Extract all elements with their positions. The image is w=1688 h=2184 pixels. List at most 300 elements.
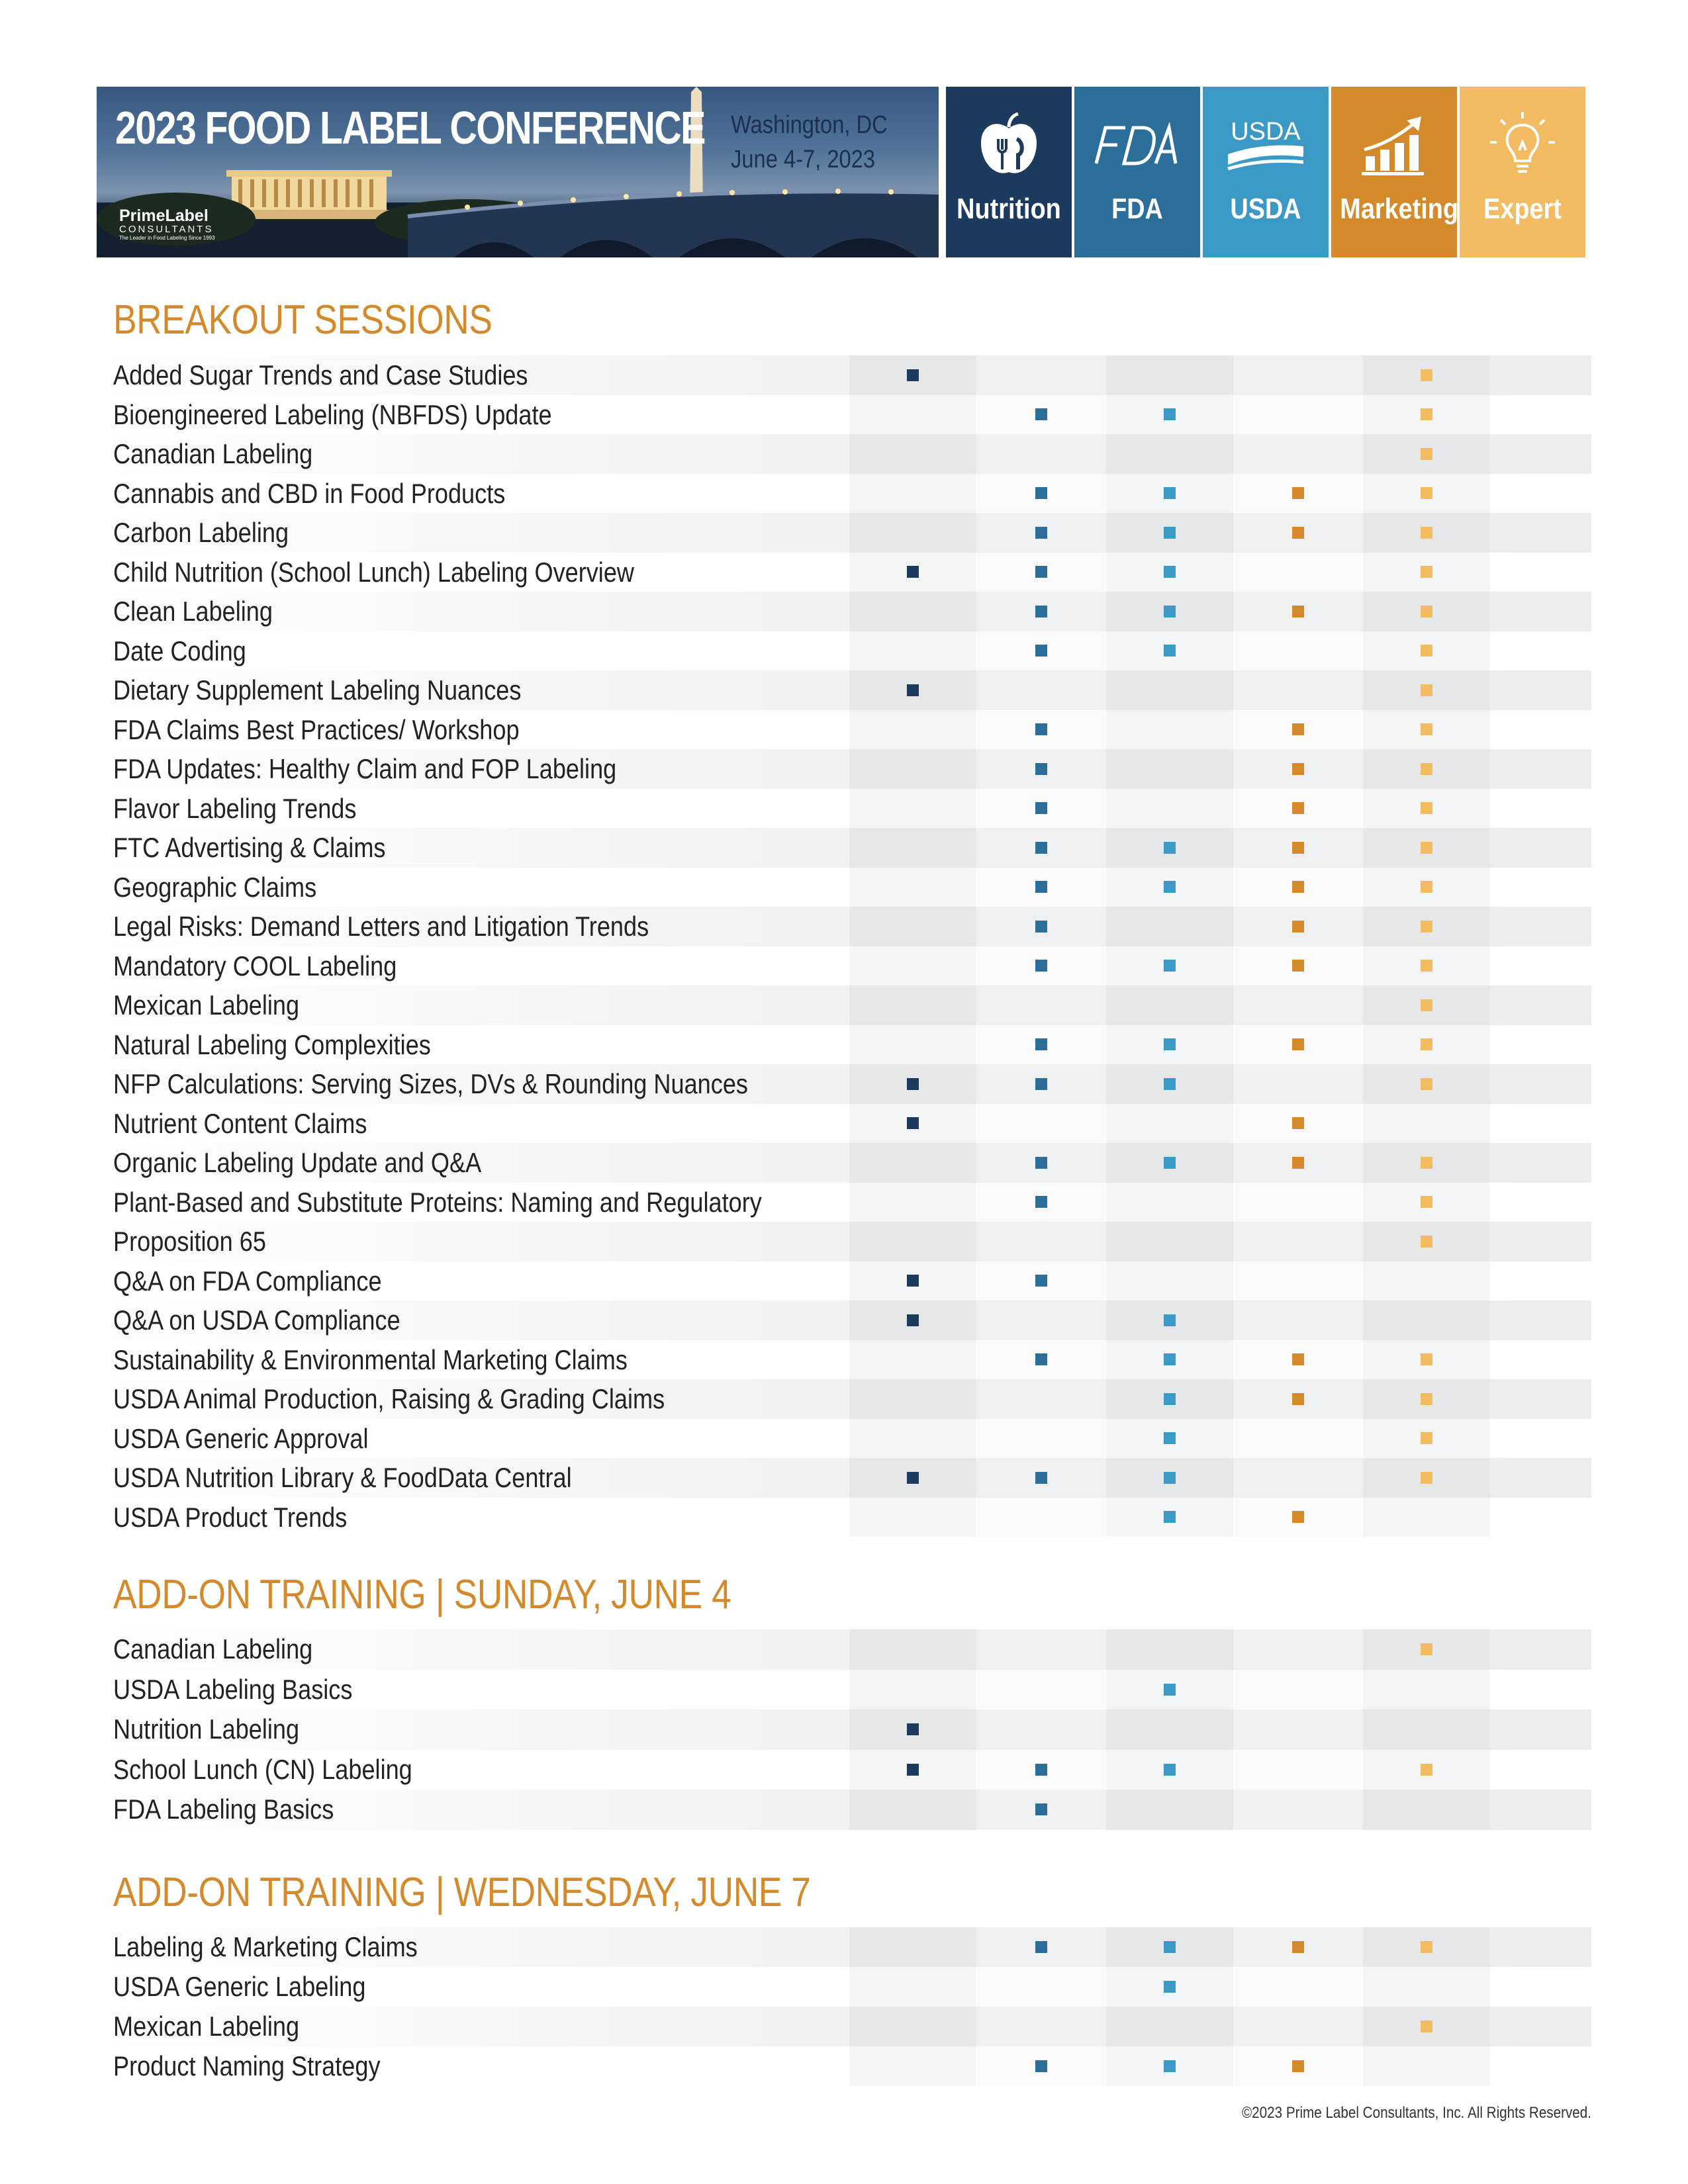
cell-fda [978,395,1105,435]
mark-fda [1035,723,1047,735]
session-label: Canadian Labeling [113,1633,313,1664]
session-row [97,395,1591,435]
lightbulb-icon [1460,109,1585,182]
mark-fda [1035,1038,1047,1050]
cell-nutrition [849,868,976,907]
session-label: NFP Calculations: Serving Sizes, DVs & Rounding Nuances [113,1068,748,1099]
mark-marketing [1292,960,1304,972]
cell-expert [1363,553,1490,592]
cell-nutrition [849,1790,976,1830]
column-header-marketing [1331,87,1457,257]
cell-usda [1106,631,1233,671]
cell-fda [978,1300,1105,1340]
cell-fda [978,1458,1105,1498]
usda-logo-icon [1203,109,1329,182]
cell-expert [1363,513,1490,553]
mark-expert [1421,487,1432,499]
session-label: Mexican Labeling [113,2011,300,2042]
cell-fda [978,1709,1105,1750]
mark-expert [1421,921,1432,933]
mark-usda [1164,1353,1176,1365]
cell-marketing [1235,355,1362,395]
cell-nutrition [849,355,976,395]
session-label: USDA Animal Production, Raising & Grading Claims [113,1383,665,1414]
cell-expert [1363,1261,1490,1301]
logo-subtitle: CONSULTANTS [119,224,214,235]
cell-nutrition [849,2007,976,2046]
mark-fda [1035,606,1047,617]
session-row [97,1143,1591,1183]
mark-nutrition [907,684,919,696]
session-row [97,1064,1591,1104]
cell-marketing [1235,1222,1362,1261]
cell-usda [1106,1419,1233,1459]
cell-fda [978,513,1105,553]
mark-expert [1421,1038,1432,1050]
session-row [97,1927,1591,1967]
session-row [97,513,1591,553]
cell-marketing [1235,1750,1362,1790]
event-location-dates [731,108,888,177]
cell-marketing [1235,2007,1362,2046]
conference-title: 2023 FOOD LABEL CONFERENCE [115,102,705,154]
cell-usda [1106,1967,1233,2007]
mark-marketing [1292,802,1304,814]
mark-marketing [1292,606,1304,617]
cell-usda [1106,1183,1233,1222]
fda-logo-icon [1074,109,1200,182]
cell-fda [978,1104,1105,1144]
cell-usda [1106,553,1233,592]
session-label: Date Coding [113,635,246,666]
session-row [97,1750,1591,1790]
cell-expert [1363,1064,1490,1104]
cell-nutrition [849,513,976,553]
cell-expert [1363,1300,1490,1340]
cell-fda [978,592,1105,631]
cell-nutrition [849,474,976,514]
mark-fda [1035,566,1047,578]
cell-marketing [1235,1183,1362,1222]
mark-fda [1035,487,1047,499]
mark-usda [1164,842,1176,854]
mark-expert [1421,2021,1432,2032]
cell-fda [978,553,1105,592]
logo-tagline: The Leader in Food Labeling Since 1993 [119,235,215,241]
session-row [97,1300,1591,1340]
session-row [97,1967,1591,2007]
mark-marketing [1292,1393,1304,1405]
mark-marketing [1292,2060,1304,2072]
mark-nutrition [907,1723,919,1735]
session-label: Bioengineered Labeling (NBFDS) Update [113,398,552,430]
copyright-footer: ©2023 Prime Label Consultants, Inc. All Rights Reserved. [1241,2104,1591,2122]
mark-usda [1164,487,1176,499]
cell-nutrition [849,1750,976,1790]
cell-usda [1106,1927,1233,1967]
cell-nutrition [849,1629,976,1670]
cell-nutrition [849,1222,976,1261]
session-row [97,1261,1591,1301]
mark-usda [1164,1511,1176,1523]
mark-nutrition [907,1078,919,1090]
cell-expert [1363,355,1490,395]
cell-usda [1106,1670,1233,1710]
mark-marketing [1292,881,1304,893]
cell-expert [1363,1927,1490,1967]
mark-expert [1421,1078,1432,1090]
mark-usda [1164,527,1176,539]
cell-marketing [1235,1340,1362,1380]
cell-marketing [1235,985,1362,1025]
mark-fda [1035,1196,1047,1208]
column-header-fda [1074,87,1200,257]
cell-nutrition [849,710,976,750]
cell-nutrition [849,592,976,631]
session-row [97,592,1591,631]
mark-nutrition [907,566,919,578]
cell-marketing [1235,1104,1362,1144]
cell-fda [978,1222,1105,1261]
mark-expert [1421,1393,1432,1405]
cell-usda [1106,1261,1233,1301]
mark-nutrition [907,1472,919,1484]
cell-expert [1363,1967,1490,2007]
cell-nutrition [849,1183,976,1222]
session-row [97,670,1591,710]
mark-fda [1035,1157,1047,1169]
session-row [97,789,1591,829]
cell-marketing [1235,1967,1362,2007]
cell-expert [1363,1183,1490,1222]
cell-usda [1106,1709,1233,1750]
mark-fda [1035,2060,1047,2072]
mark-fda [1035,1353,1047,1365]
session-label: USDA Labeling Basics [113,1673,353,1705]
session-label: Proposition 65 [113,1226,266,1257]
session-label: FDA Labeling Basics [113,1794,334,1825]
session-label: Labeling & Marketing Claims [113,1931,418,1962]
session-label: Plant-Based and Substitute Proteins: Naming and Regulatory [113,1186,762,1218]
session-row [97,1183,1591,1222]
cell-expert [1363,1458,1490,1498]
primelabel-logo [119,207,215,242]
session-row [97,1498,1591,1537]
cell-expert [1363,631,1490,671]
mark-fda [1035,527,1047,539]
cell-nutrition [849,434,976,474]
cell-usda [1106,789,1233,829]
mark-marketing [1292,842,1304,854]
cell-usda [1106,355,1233,395]
mark-expert [1421,1643,1432,1655]
cell-usda [1106,1300,1233,1340]
section-title-addon-wednesday: ADD-ON TRAINING | WEDNESDAY, JUNE 7 [113,1870,811,1915]
mark-usda [1164,2060,1176,2072]
mark-usda [1164,1314,1176,1326]
cell-marketing [1235,631,1362,671]
cell-nutrition [849,749,976,789]
mark-expert [1421,645,1432,657]
session-label: Dietary Supplement Labeling Nuances [113,674,522,705]
cell-usda [1106,1025,1233,1065]
cell-marketing [1235,749,1362,789]
mark-marketing [1292,1038,1304,1050]
cell-marketing [1235,513,1362,553]
cell-nutrition [849,553,976,592]
mark-expert [1421,842,1432,854]
column-label-expert: Expert [1483,193,1562,225]
cell-usda [1106,1104,1233,1144]
cell-nutrition [849,2046,976,2086]
mark-fda [1035,1764,1047,1776]
mark-expert [1421,723,1432,735]
mark-usda [1164,1078,1176,1090]
mark-expert [1421,881,1432,893]
cell-usda [1106,2046,1233,2086]
mark-nutrition [907,1314,919,1326]
cell-expert [1363,1104,1490,1144]
cell-nutrition [849,1104,976,1144]
session-label: Natural Labeling Complexities [113,1028,431,1060]
cell-fda [978,985,1105,1025]
cell-usda [1106,434,1233,474]
mark-expert [1421,408,1432,420]
mark-fda [1035,881,1047,893]
session-row [97,1340,1591,1380]
cell-marketing [1235,1261,1362,1301]
cell-expert [1363,1709,1490,1750]
cell-expert [1363,1419,1490,1459]
session-label: USDA Nutrition Library & FoodData Central [113,1462,572,1493]
cell-fda [978,1064,1105,1104]
session-row [97,1458,1591,1498]
cell-expert [1363,2046,1490,2086]
mark-nutrition [907,1764,919,1776]
cell-marketing [1235,1064,1362,1104]
column-label-marketing: Marketing [1340,193,1459,225]
column-label-nutrition: Nutrition [957,193,1061,225]
cell-marketing [1235,946,1362,986]
cell-fda [978,2007,1105,2046]
mark-expert [1421,369,1432,381]
cell-expert [1363,828,1490,868]
cell-marketing [1235,1379,1362,1419]
cell-expert [1363,1143,1490,1183]
cell-expert [1363,749,1490,789]
cell-fda [978,355,1105,395]
cell-marketing [1235,1629,1362,1670]
mark-fda [1035,408,1047,420]
cell-usda [1106,1629,1233,1670]
cell-marketing [1235,2046,1362,2086]
mark-nutrition [907,1275,919,1287]
cell-expert [1363,1629,1490,1670]
session-label: Clean Labeling [113,596,273,627]
session-row [97,1025,1591,1065]
cell-fda [978,670,1105,710]
cell-usda [1106,1790,1233,1830]
cell-usda [1106,592,1233,631]
cell-fda [978,868,1105,907]
cell-nutrition [849,1025,976,1065]
session-row [97,985,1591,1025]
cell-marketing [1235,670,1362,710]
cell-marketing [1235,1458,1362,1498]
cell-marketing [1235,1498,1362,1537]
cell-fda [978,907,1105,946]
session-label: USDA Generic Labeling [113,1971,366,2002]
cell-expert [1363,434,1490,474]
session-row [97,474,1591,514]
cell-expert [1363,1670,1490,1710]
cell-fda [978,474,1105,514]
cell-nutrition [849,985,976,1025]
cell-usda [1106,670,1233,710]
cell-marketing [1235,789,1362,829]
cell-expert [1363,395,1490,435]
cell-expert [1363,985,1490,1025]
session-label: Nutrient Content Claims [113,1107,367,1139]
cell-nutrition [849,1143,976,1183]
cell-fda [978,789,1105,829]
cell-marketing [1235,434,1362,474]
mark-fda [1035,921,1047,933]
cell-nutrition [849,1379,976,1419]
session-label: Mexican Labeling [113,989,300,1021]
mark-marketing [1292,1941,1304,1953]
mark-fda [1035,802,1047,814]
mark-usda [1164,1472,1176,1484]
session-row [97,1379,1591,1419]
cell-fda [978,1927,1105,1967]
mark-nutrition [907,1117,919,1129]
cell-fda [978,1183,1105,1222]
cell-expert [1363,2007,1490,2046]
cell-marketing [1235,828,1362,868]
mark-nutrition [907,369,919,381]
session-row [97,1222,1591,1261]
session-row [97,828,1591,868]
cell-marketing [1235,868,1362,907]
session-label: FDA Claims Best Practices/ Workshop [113,713,520,745]
cell-usda [1106,513,1233,553]
cell-nutrition [849,1419,976,1459]
cell-nutrition [849,1927,976,1967]
mark-fda [1035,1078,1047,1090]
session-label: FDA Updates: Healthy Claim and FOP Labeling [113,753,617,784]
logo-name: PrimeLabel [119,206,209,225]
column-header-nutrition [946,87,1072,257]
cell-fda [978,710,1105,750]
mark-expert [1421,802,1432,814]
column-label-fda: FDA [1111,193,1163,225]
session-row [97,946,1591,986]
cell-usda [1106,1498,1233,1537]
mark-expert [1421,684,1432,696]
mark-marketing [1292,1117,1304,1129]
cell-marketing [1235,710,1362,750]
event-location: Washington, DC [731,111,888,139]
mark-marketing [1292,921,1304,933]
mark-expert [1421,999,1432,1011]
mark-expert [1421,1157,1432,1169]
session-label: Canadian Labeling [113,438,313,469]
session-row [97,1419,1591,1459]
mark-usda [1164,960,1176,972]
cell-expert [1363,1222,1490,1261]
session-row [97,1670,1591,1710]
cell-marketing [1235,1025,1362,1065]
mark-usda [1164,1764,1176,1776]
cell-fda [978,828,1105,868]
conference-header [97,87,1591,257]
cell-marketing [1235,1300,1362,1340]
mark-usda [1164,408,1176,420]
column-header-usda [1203,87,1329,257]
cell-marketing [1235,1143,1362,1183]
cell-expert [1363,789,1490,829]
session-row [97,749,1591,789]
cell-nutrition [849,1064,976,1104]
session-row [97,355,1591,395]
section-title-addon-sunday: ADD-ON TRAINING | SUNDAY, JUNE 4 [113,1572,731,1617]
mark-fda [1035,1803,1047,1815]
cell-marketing [1235,1419,1362,1459]
cell-expert [1363,1340,1490,1380]
mark-marketing [1292,487,1304,499]
cell-fda [978,1340,1105,1380]
cell-nutrition [849,907,976,946]
cell-expert [1363,474,1490,514]
mark-fda [1035,645,1047,657]
mark-fda [1035,763,1047,775]
cell-fda [978,434,1105,474]
cell-marketing [1235,907,1362,946]
mark-expert [1421,448,1432,460]
cell-marketing [1235,474,1362,514]
cell-usda [1106,474,1233,514]
session-row [97,631,1591,671]
mark-fda [1035,842,1047,854]
session-row [97,434,1591,474]
cell-expert [1363,1750,1490,1790]
cell-fda [978,1419,1105,1459]
session-label: Q&A on USDA Compliance [113,1304,400,1336]
cell-nutrition [849,1670,976,1710]
cell-expert [1363,592,1490,631]
header-banner [97,87,939,257]
column-label-usda: USDA [1230,193,1301,225]
cell-nutrition [849,1300,976,1340]
mark-usda [1164,645,1176,657]
cell-usda [1106,1750,1233,1790]
cell-fda [978,1261,1105,1301]
mark-marketing [1292,1157,1304,1169]
mark-usda [1164,1684,1176,1696]
cell-nutrition [849,1458,976,1498]
session-label: USDA Product Trends [113,1501,348,1533]
svg-text:USDA: USDA [1231,118,1301,146]
cell-usda [1106,1379,1233,1419]
cell-fda [978,1379,1105,1419]
cell-marketing [1235,1670,1362,1710]
growth-chart-icon [1331,109,1457,182]
cell-nutrition [849,1340,976,1380]
session-row [97,1104,1591,1144]
cell-expert [1363,710,1490,750]
mark-marketing [1292,1511,1304,1523]
